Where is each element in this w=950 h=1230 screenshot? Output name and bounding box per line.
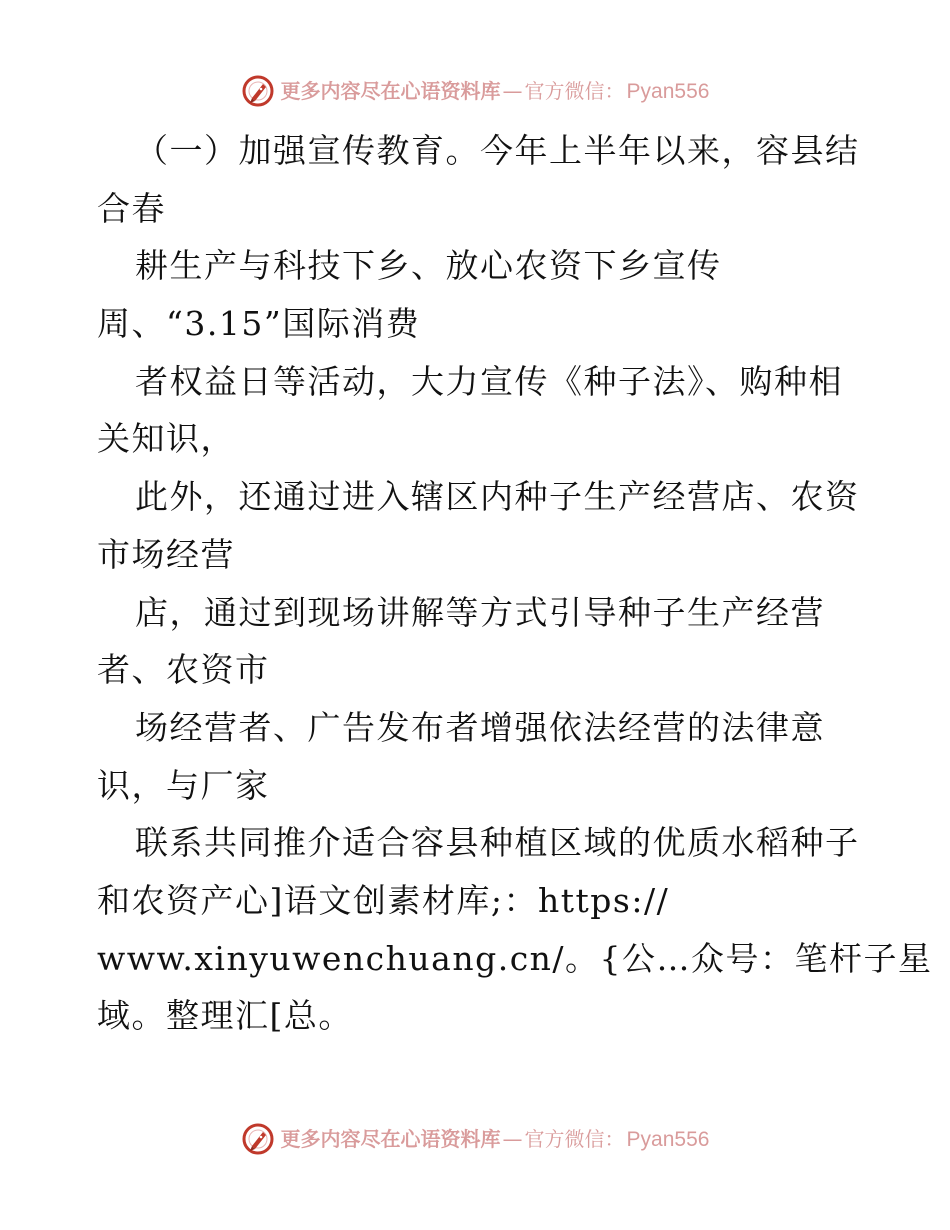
body-line: 市场经营 [97,534,235,574]
footer-banner-separator: — [502,1126,523,1151]
pen-nib-logo-icon [241,1122,275,1156]
footer-banner-main-text: 更多内容尽在心语资料库 [280,1126,501,1151]
body-line: 者权益日等活动，大力宣传《种子法》、购种相 [135,361,843,401]
body-line: 耕生产与科技下乡、放心农资下乡宣传 [135,246,722,286]
header-banner-text [280,78,710,103]
body-line: （一）加强宣传教育。今年上半年以来，容县结 [135,131,860,170]
body-line: 者、农资市 [97,650,270,690]
body-line: www.xinyuwenchuang.cn/。{公…众号：笔杆子星 [97,938,933,978]
pen-nib-logo-icon [241,74,275,108]
footer-banner-contact-label: 官方微信： [524,1126,625,1151]
header-banner-contact-label: 官方微信： [524,78,625,103]
body-line: 此外，还通过进入辖区内种子生产经营店、农资 [135,477,860,517]
body-line: 联系共同推介适合容县种植区域的优质水稻种子 [135,823,860,863]
body-line: 合春 [97,188,166,228]
body-line: 识，与厂家 [97,765,270,805]
footer-banner [0,1118,950,1160]
header-banner-main-text: 更多内容尽在心语资料库 [280,78,501,103]
header-banner-contact-id: Pyan556 [626,79,710,103]
header-banner-separator: — [502,78,523,103]
footer-banner-contact-id: Pyan556 [626,1127,710,1151]
footer-banner-text [280,1126,710,1151]
body-line: 域。整理汇[总。 [97,996,353,1036]
body-line: 关知识， [97,419,235,459]
header-banner [0,70,950,112]
document-body [97,122,933,1045]
body-line: 周、“3.15”国际消费 [97,304,421,344]
body-line: 场经营者、广告发布者增强依法经营的法律意 [135,707,825,747]
body-line: 和农资产心]语文创素材库;：https:// [97,880,670,920]
body-line: 店，通过到现场讲解等方式引导种子生产经营 [135,592,825,632]
